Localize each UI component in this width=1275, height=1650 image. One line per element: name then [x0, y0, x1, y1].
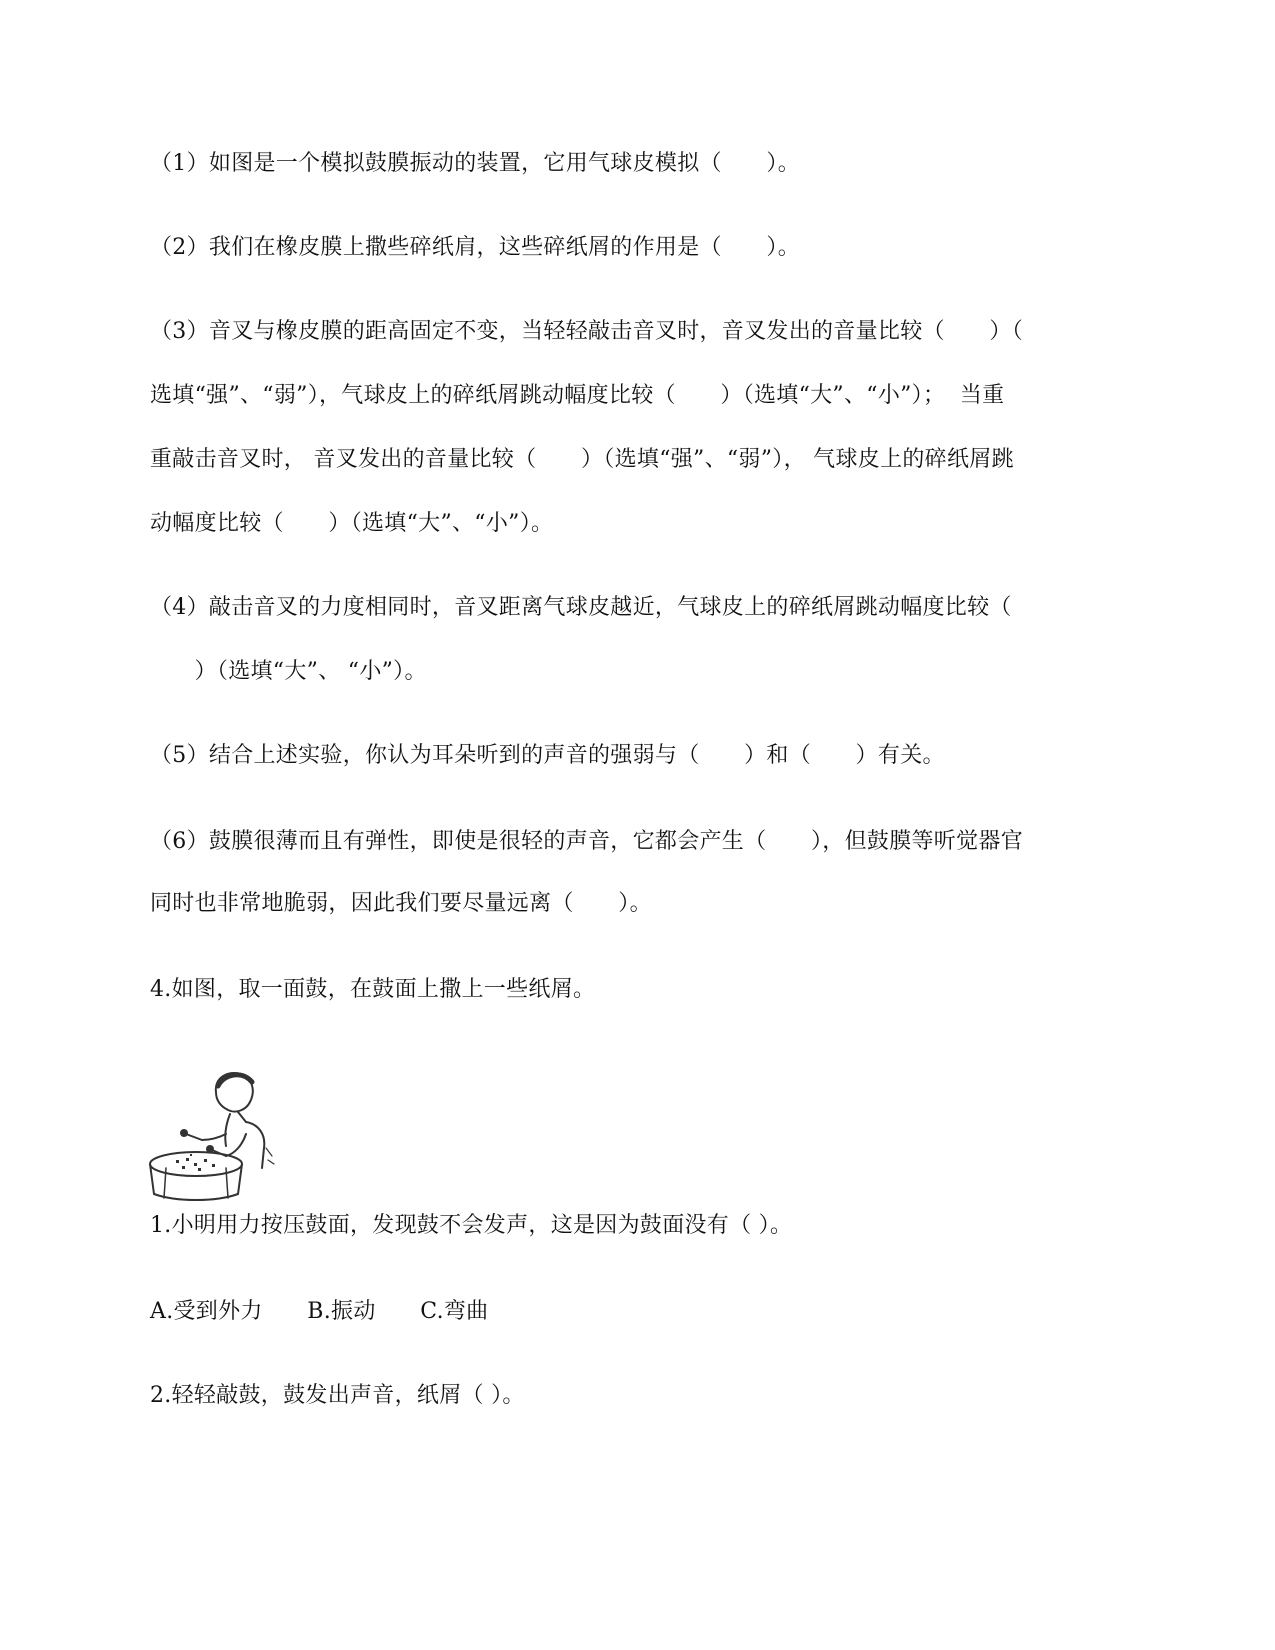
question-4-line-2: ）（选填“大”、 “小”）。 — [150, 659, 427, 684]
question-3-line-1: （3）音叉与橡皮膜的距高固定不变，当轻轻敲击音叉时，音叉发出的音量比较（ ）（ — [150, 319, 1023, 344]
sub-question-2-text: 2.轻轻敲鼓，鼓发出声音，纸屑（ ）。 — [150, 1383, 525, 1408]
problem-4-heading: 4.如图，取一面鼓，在鼓面上撒上一些纸屑。 — [150, 977, 596, 1002]
question-4-line-1: （4）敲击音叉的力度相同时，音叉距离气球皮越近，气球皮上的碎纸屑跳动幅度比较（ — [150, 595, 1012, 620]
question-6-line-2: 同时也非常地脆弱，因此我们要尽量远离（ ）。 — [150, 891, 652, 916]
sub-question-1-options: A.受到外力 B.振动 C.弯曲 — [150, 1299, 489, 1324]
question-2-text: （2）我们在橡皮膜上撒些碎纸肩，这些碎纸屑的作用是（ ）。 — [150, 235, 800, 260]
question-3-line-3: 重敲击音叉时， 音叉发出的音量比较（ ）（选填“强”、“弱”）， 气球皮上的碎纸屑跳 — [150, 447, 1014, 472]
question-1-text: （1）如图是一个模拟鼓膜振动的装置，它用气球皮模拟（ ）。 — [150, 151, 800, 176]
question-5-text: （5）结合上述实验，你认为耳朵听到的声音的强弱与（ ）和（ ）有关。 — [150, 743, 945, 768]
question-6-line-1: （6）鼓膜很薄而且有弹性，即使是很轻的声音，它都会产生（ ），但鼓膜等听觉器官 — [150, 829, 1023, 854]
question-3-line-4: 动幅度比较（ ）（选填“大”、“小”）。 — [150, 511, 554, 536]
drum-player-illustration-icon — [146, 1064, 298, 1204]
sub-question-1-text: 1.小明用力按压鼓面，发现鼓不会发声，这是因为鼓面没有（ ）。 — [150, 1213, 793, 1238]
question-3-line-2: 选填“强”、“弱”），气球皮上的碎纸屑跳动幅度比较（ ）（选填“大”、“小”）； 当重 — [150, 383, 1005, 408]
